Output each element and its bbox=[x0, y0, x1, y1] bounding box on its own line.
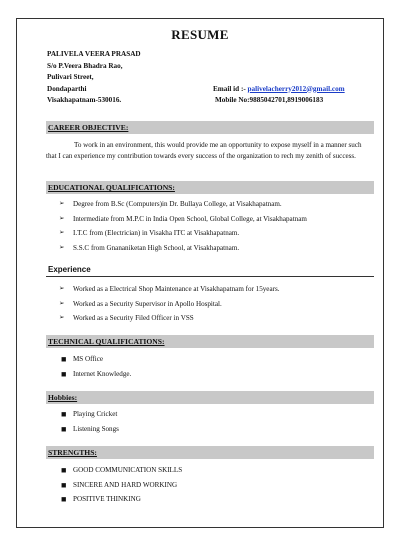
city-line: Visakhapatnam-530016. bbox=[47, 96, 122, 104]
career-objective-text: To work in an environment, this would provide me an opportunity to expose myself in a manner such that I can experience my contribution towards every success of the organization to rech my zenith of success. bbox=[46, 141, 362, 160]
education-item-text: Intermediate from M.P.C in India Open School, Global College, at Visakhapatnam bbox=[73, 214, 307, 223]
list-item bbox=[57, 407, 377, 422]
hobbies-heading bbox=[46, 391, 374, 404]
square-bullet-icon: ■ bbox=[61, 494, 67, 504]
square-bullet-icon: ■ bbox=[61, 465, 67, 475]
technical-item-text: Internet Knowledge. bbox=[73, 369, 132, 378]
education-list bbox=[57, 197, 377, 255]
education-item-text: I.T.C from (Electrician) in Visakha ITC at Visakhapatnam. bbox=[73, 229, 240, 237]
arrow-bullet-icon: ➢ bbox=[59, 299, 65, 307]
email-line bbox=[213, 84, 345, 96]
list-item bbox=[57, 282, 377, 297]
strengths-heading-text: STRENGTHS: bbox=[48, 448, 97, 457]
education-heading bbox=[46, 181, 374, 194]
list-item bbox=[57, 492, 377, 507]
list-item bbox=[57, 367, 377, 382]
experience-item-text: Worked as a Security Filed Officer in VSS bbox=[73, 314, 194, 322]
square-bullet-icon: ■ bbox=[61, 354, 67, 364]
arrow-bullet-icon: ➢ bbox=[59, 229, 65, 236]
arrow-bullet-icon: ➢ bbox=[59, 214, 65, 222]
technical-heading-text: TECHNICAL QUALIFICATIONS: bbox=[48, 337, 165, 346]
list-item bbox=[57, 422, 377, 437]
area-line: Dondaparthi bbox=[47, 84, 87, 93]
hobby-item-text: Playing Cricket bbox=[73, 410, 118, 418]
list-item bbox=[57, 212, 377, 227]
list-item bbox=[57, 197, 377, 212]
list-item bbox=[57, 226, 377, 241]
list-item bbox=[57, 463, 377, 478]
arrow-bullet-icon: ➢ bbox=[59, 285, 65, 292]
hobbies-list bbox=[57, 407, 377, 436]
street-line: Pulivari Street, bbox=[47, 73, 94, 81]
list-item bbox=[57, 352, 377, 367]
hobby-item-text: Listening Songs bbox=[73, 424, 119, 433]
experience-item-text: Worked as a Electrical Shop Maintenance at Visakhapatnam for 15years. bbox=[73, 285, 280, 293]
arrow-bullet-icon: ➢ bbox=[59, 200, 65, 207]
square-bullet-icon: ■ bbox=[61, 409, 67, 419]
page-title: RESUME bbox=[171, 27, 229, 42]
email-link[interactable]: palivelacherry2012@gmail.com bbox=[247, 84, 345, 93]
technical-item-text: MS Office bbox=[73, 355, 104, 363]
career-objective-heading bbox=[46, 121, 374, 134]
square-bullet-icon: ■ bbox=[61, 479, 67, 490]
email-label: Email id :- bbox=[213, 84, 248, 93]
education-heading-text: EDUCATIONAL QUALIFICATIONS: bbox=[48, 183, 175, 192]
list-item bbox=[57, 241, 377, 256]
hobbies-heading-text: Hobbies: bbox=[48, 393, 78, 402]
arrow-bullet-icon: ➢ bbox=[59, 243, 65, 251]
list-item bbox=[57, 297, 377, 312]
square-bullet-icon: ■ bbox=[61, 368, 67, 379]
mobile-line: Mobile No:9885042701,8919006183 bbox=[215, 96, 324, 104]
technical-heading bbox=[46, 335, 374, 348]
education-item-text: Degree from B.Sc (Computers)in Dr. Bullaya College, at Visakhapatnam. bbox=[73, 200, 282, 208]
experience-list bbox=[57, 282, 377, 326]
relation-line: S/o P.Veera Bhadra Rao, bbox=[47, 61, 123, 70]
strengths-heading bbox=[46, 446, 374, 459]
list-item bbox=[57, 478, 377, 493]
experience-item-text: Worked as a Security Supervisor in Apollo Hospital. bbox=[73, 299, 222, 308]
strength-item-text: GOOD COMMUNICATION SKILLS bbox=[73, 466, 183, 474]
square-bullet-icon: ■ bbox=[61, 423, 67, 434]
strength-item-text: POSITIVE THINKING bbox=[73, 495, 141, 503]
strength-item-text: SINCERE AND HARD WORKING bbox=[73, 480, 178, 489]
contact-block bbox=[47, 49, 363, 107]
arrow-bullet-icon: ➢ bbox=[59, 314, 65, 321]
resume-page bbox=[16, 18, 384, 528]
applicant-name: PALIVELA VEERA PRASAD bbox=[47, 50, 141, 58]
career-objective-heading-text: CAREER OBJECTIVE: bbox=[48, 123, 129, 132]
experience-heading-text: Experience bbox=[48, 265, 91, 274]
technical-list bbox=[57, 352, 377, 381]
strengths-list bbox=[57, 463, 377, 507]
education-item-text: S.S.C from Gnananiketan High School, at Visakhapatnam. bbox=[73, 243, 240, 252]
experience-heading bbox=[46, 264, 374, 277]
list-item bbox=[57, 311, 377, 326]
